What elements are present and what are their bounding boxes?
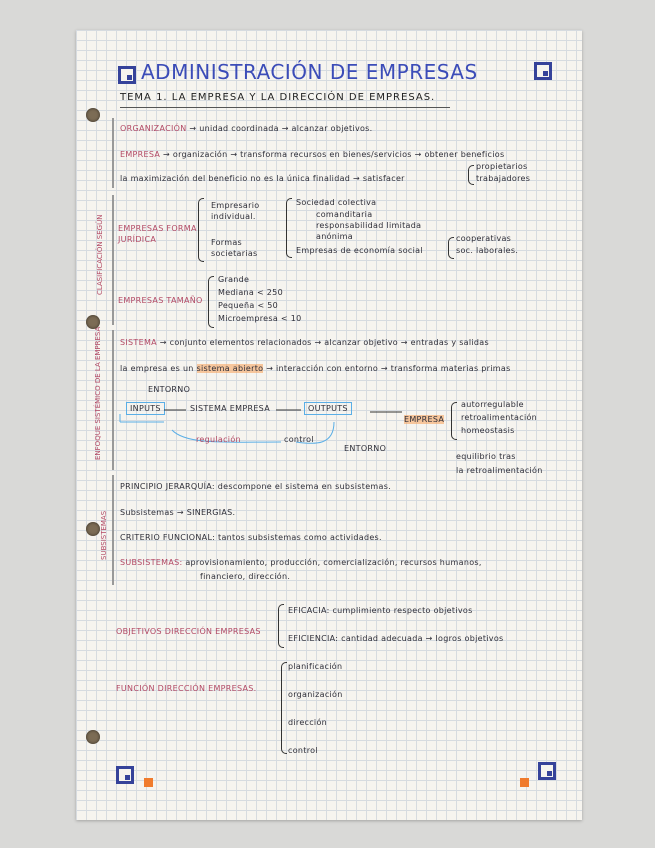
forma-juridica-title: EMPRESAS FORMA JURÍDICA [118, 224, 197, 244]
sistema-label: SISTEMA [120, 338, 157, 347]
eficiencia-text: EFICIENCIA: cantidad adecuada → logros objetivos [288, 634, 504, 643]
pequena-text: Pequeña < 50 [218, 301, 279, 310]
equilibrio-text: equilibrio tras [456, 452, 516, 461]
criterio-text: CRITERIO FUNCIONAL: tantos subsistemas como actividades. [120, 533, 382, 542]
maximizacion-line: la maximización del beneficio no es la única finalidad → satisfacer [120, 174, 405, 183]
funcion-item: organización [288, 690, 343, 699]
anonima-text: anónima [316, 232, 353, 241]
tamano-title: EMPRESAS TAMAÑO [118, 296, 203, 305]
control-text: control [284, 435, 314, 444]
enfoque-side-label: ENFOQUE SISTÉMICO DE LA EMPRESA [94, 326, 102, 460]
principio-text: PRINCIPIO JERARQUÍA: descompone el sistema en subsistemas. [120, 482, 392, 491]
funcion-item: planificación [288, 662, 343, 671]
binder-hole [86, 315, 100, 329]
subsistemas-line [120, 558, 482, 567]
systems-diagram-arrows [76, 30, 582, 820]
funcion-item: dirección [288, 718, 328, 727]
grande-text: Grande [218, 275, 250, 284]
individual-text: Empresario individual. [211, 201, 260, 221]
funcion-label: FUNCIÓN DIRECCIÓN EMPRESAS. [116, 684, 257, 693]
propietarios-text: propietarios [476, 162, 528, 171]
sistema-text: → conjunto elementos relacionados → alcanzar objetivo → entradas y salidas [159, 338, 489, 347]
subsistemas-list: aprovisionamiento, producción, comercialización, recursos humanos, [185, 558, 482, 567]
entorno-top: ENTORNO [148, 385, 191, 394]
notebook-page [76, 30, 582, 820]
margin-bar [112, 475, 114, 585]
objetivos-label: OBJETIVOS DIRECCIÓN EMPRESAS [116, 627, 261, 636]
cooperativas-text: cooperativas [456, 234, 512, 243]
retroalimentacion-text: retroalimentación [461, 413, 538, 422]
comanditaria-text: comanditaria [316, 210, 373, 219]
inputs-box: INPUTS [126, 402, 165, 415]
empresa-result: → obtener beneficios [414, 150, 505, 159]
funcion-item: control [288, 746, 318, 755]
outputs-box: OUTPUTS [304, 402, 352, 415]
page-title: ADMINISTRACIÓN DE EMPRESAS [141, 60, 478, 84]
limitada-text: responsabilidad limitada [316, 221, 422, 230]
economia-social-text: Empresas de economía social [296, 246, 423, 255]
subsistemas-list2: financiero, dirección. [200, 572, 291, 581]
funcion-brace [281, 662, 287, 754]
empresa-brace [451, 402, 457, 440]
sistema-empresa-text: SISTEMA EMPRESA [190, 404, 270, 413]
subsistemas-label: SUBSISTEMAS: [120, 558, 183, 567]
societarias-text: Formas societarias [211, 238, 258, 258]
eficacia-text: EFICACIA: cumplimiento respecto objetivos [288, 606, 473, 615]
empresa-tag: EMPRESA [404, 415, 445, 424]
binder-hole [86, 108, 100, 122]
binder-hole [86, 522, 100, 536]
binder-hole [86, 730, 100, 744]
empresa-label: EMPRESA [120, 150, 161, 159]
colectiva-text: Sociedad colectiva [296, 198, 377, 207]
mediana-text: Mediana < 250 [218, 288, 283, 297]
objetivos-brace [278, 604, 284, 648]
sistema-abierto-highlight: sistema abierto [196, 364, 264, 373]
laborales-text: soc. laborales. [456, 246, 519, 255]
entorno-bottom: ENTORNO [344, 444, 387, 453]
organizacion-text: → unidad coordinada → alcanzar objetivos. [189, 124, 373, 133]
trabajadores-text: trabajadores [476, 174, 531, 183]
micro-text: Microempresa < 10 [218, 314, 302, 323]
sinergias-text: Subsistemas → SINERGIAS. [120, 508, 236, 517]
homeostasis-text: homeostasis [461, 426, 515, 435]
regulacion-text: regulación [196, 435, 241, 444]
equilibrio2-text: la retroalimentación [456, 466, 543, 475]
clasificacion-side-label: CLASIFICACIÓN SEGÚN [96, 214, 104, 295]
topic-heading: TEMA 1. LA EMPRESA Y LA DIRECCIÓN DE EMPRESAS. [120, 92, 436, 103]
empresa-text: → organización → transforma recursos en bienes/servicios [163, 150, 412, 159]
autorregulable-text: autorregulable [461, 400, 524, 409]
organizacion-label: ORGANIZACIÓN [120, 124, 187, 133]
sistema-abierto-line: la empresa es un sistema abierto → interacción con entorno → transforma materias primas [120, 364, 511, 373]
subsistemas-side-label: SUBSISTEMAS [100, 510, 108, 560]
